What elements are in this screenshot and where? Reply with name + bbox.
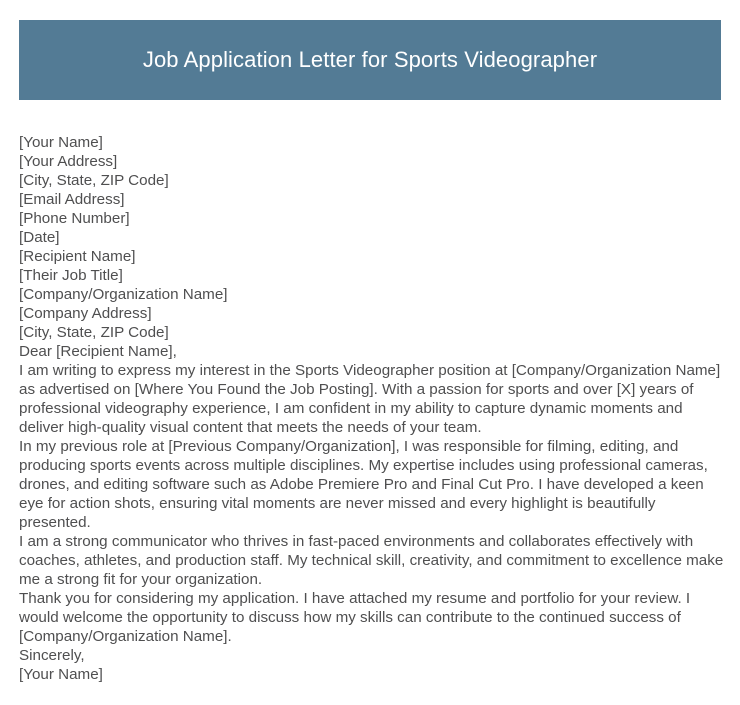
letter-header-banner: [19, 20, 721, 100]
letter-body: [19, 133, 725, 684]
sender-email-line: [Email Address]: [19, 191, 125, 208]
recipient-address-block: [19, 247, 725, 342]
body-paragraph-3: I am a strong communicator who thrives in fast-paced environments and collaborates effectively with coaches, athletes, and production staff. My technical skill, creativity, and commitment to excellence make me a strong fit for your organization.: [19, 533, 724, 588]
signature-name-line: [Your Name]: [19, 666, 103, 683]
page-title: Job Application Letter for Sports Videographer: [142, 46, 598, 72]
body-paragraph-4: Thank you for considering my application. I have attached my resume and portfolio for your review. I would welcome the opportunity to discuss how my skills can contribute to the continued success of [Company/Organization Name].: [19, 590, 691, 645]
body-paragraph-1: I am writing to express my interest in the Sports Videographer position at [Company/Organization Name] as advertised on [Where You Found the Job Posting]. With a passion for sports and over [X] years of professional videography experience, I am confident in my ability to capture dynamic moments and deliver high-quality visual content that meets the needs of your team.: [19, 362, 721, 436]
sender-address-block: [19, 133, 725, 228]
recipient-city-state-zip-line: [City, State, ZIP Code]: [19, 324, 169, 341]
body-paragraph-2: In my previous role at [Previous Company/Organization], I was responsible for filming, editing, and producing sports events across multiple disciplines. My expertise includes using professional cameras, drones, and editing software such as Adobe Premiere Pro and Final Cut Pro. I have developed a keen eye for action shots, ensuring vital moments are never missed and every highlight is beautifully presented.: [19, 438, 708, 531]
salutation-line: Dear [Recipient Name],: [19, 343, 177, 360]
sender-name-line: [Your Name]: [19, 134, 103, 151]
date-line: [Date]: [19, 229, 60, 246]
recipient-name-line: [Recipient Name]: [19, 248, 136, 265]
sender-phone-line: [Phone Number]: [19, 210, 130, 227]
closing-line: Sincerely,: [19, 647, 85, 664]
recipient-company-address-line: [Company Address]: [19, 305, 152, 322]
recipient-company-line: [Company/Organization Name]: [19, 286, 228, 303]
sender-address-line: [Your Address]: [19, 153, 118, 170]
recipient-job-title-line: [Their Job Title]: [19, 267, 123, 284]
sender-city-state-zip-line: [City, State, ZIP Code]: [19, 172, 169, 189]
